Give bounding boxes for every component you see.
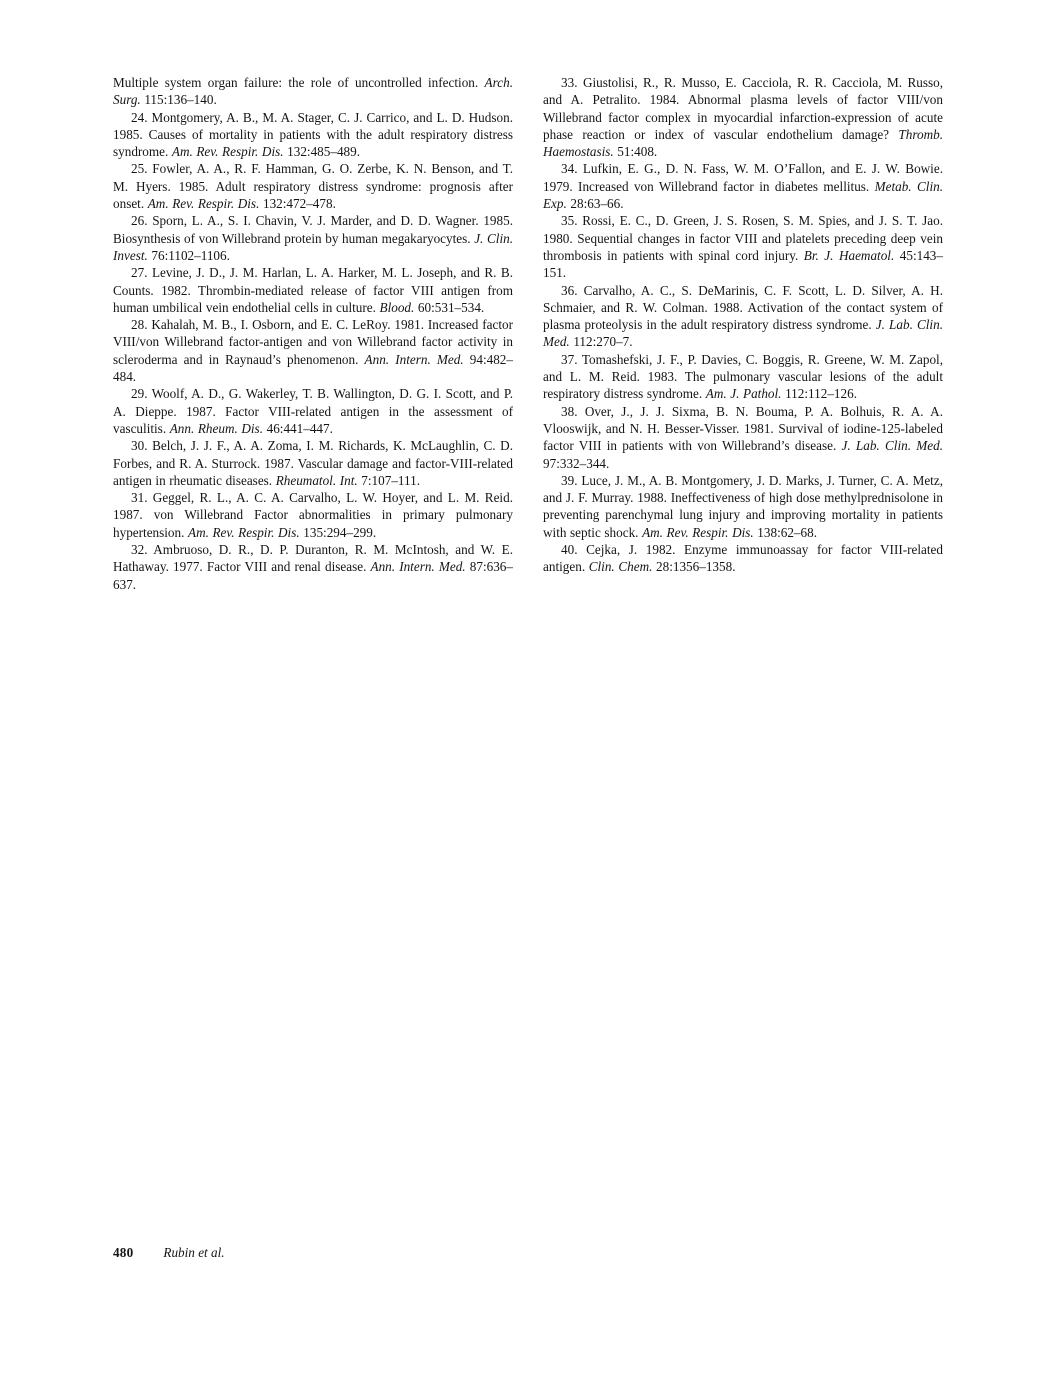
reference-item xyxy=(113,316,513,385)
reference-item xyxy=(113,541,513,593)
reference-item xyxy=(543,282,943,351)
reference-item xyxy=(113,160,513,212)
reference-text: 7:107–111. xyxy=(357,472,421,488)
reference-text: 25. Fowler, A. A., R. F. Hamman, G. O. Zerbe, K. N. Benson, and T. M. Hyers. 1985. Adult respiratory distress syndrome: prognosis after onset. xyxy=(113,161,513,212)
journal-title: Arch. Surg. xyxy=(113,75,513,108)
reference-text: 132:472–478. xyxy=(259,196,336,212)
reference-text: Multiple system organ failure: the role of uncontrolled infection. xyxy=(113,75,485,90)
reference-text: 31. Geggel, R. L., A. C. A. Carvalho, L. W. Hoyer, and L. M. Reid. 1987. von Willebrand Factor abnormalities in primary pulmonary hypertension. xyxy=(113,490,513,540)
reference-text: 28. Kahalah, M. B., I. Osborn, and E. C. LeRoy. 1981. Increased factor VIII/von Willebrand factor-antigen and von Willebrand factor activity in scleroderma and in Raynaud’s phenomenon. xyxy=(113,317,513,367)
reference-item xyxy=(543,212,943,281)
reference-text: 115:136–140. xyxy=(140,92,217,108)
reference-item xyxy=(113,385,513,437)
journal-title: J. Clin. Invest. xyxy=(113,230,513,263)
journal-title: J. Lab. Clin. Med. xyxy=(841,438,943,454)
reference-item xyxy=(543,351,943,403)
journal-title: Am. J. Pathol. xyxy=(705,386,782,402)
reference-item xyxy=(543,541,943,576)
reference-text: 33. Giustolisi, R., R. Musso, E. Cacciola, R. R. Cacciola, M. Russo, and A. Petralito. 1984. Abnormal plasma levels of factor VIII/von Willebrand factor complex in myocardial infarction-expression of acute phase reaction or index of vascular endothelium damage? xyxy=(543,75,943,142)
journal-title: Ann. Intern. Med. xyxy=(364,351,464,367)
reference-item xyxy=(113,109,513,161)
journal-title: Metab. Clin. Exp. xyxy=(543,178,943,212)
reference-text: 87:636–637. xyxy=(113,559,513,592)
reference-text: 51:408. xyxy=(613,144,658,160)
journal-title: Am. Rev. Respir. Dis. xyxy=(188,524,300,540)
reference-text: 28:1356–1358. xyxy=(652,559,736,575)
reference-text: 97:332–344. xyxy=(543,455,610,471)
reference-text: 27. Levine, J. D., J. M. Harlan, L. A. Harker, M. L. Joseph, and R. B. Counts. 1982. Thrombin-mediated release of factor VIII antigen from human umbilical vein endothelial cells in culture. xyxy=(113,265,513,315)
reference-text: 138:62–68. xyxy=(753,524,818,540)
reference-text: 46:441–447. xyxy=(263,420,333,436)
reference-text: 135:294–299. xyxy=(299,524,377,540)
reference-text: 112:112–126. xyxy=(781,386,857,402)
reference-text: 39. Luce, J. M., A. B. Montgomery, J. D. Marks, J. Turner, C. A. Metz, and J. F. Murray. 1988. Ineffectiveness of high dose methylprednisolone in preventing parenchymal lung injury and improving mortality in patients with septic shock. xyxy=(543,472,943,540)
reference-item xyxy=(113,264,513,316)
reference-item xyxy=(543,403,943,472)
running-authors: Rubin et al. xyxy=(163,1245,225,1260)
page-footer xyxy=(113,1244,225,1261)
journal-title: Am. Rev. Respir. Dis. xyxy=(642,524,754,540)
references-section xyxy=(113,74,943,593)
reference-item xyxy=(113,212,513,264)
journal-title: Am. Rev. Respir. Dis. xyxy=(171,144,284,160)
reference-text: 76:1102–1106. xyxy=(147,247,230,263)
reference-text: 132:485–489. xyxy=(283,144,361,160)
reference-item xyxy=(113,74,513,109)
journal-title: J. Lab. Clin. Med. xyxy=(543,317,943,350)
reference-text: 37. Tomashefski, J. F., P. Davies, C. Boggis, R. Greene, W. M. Zapol, and L. M. Reid. 1983. The pulmonary vascular lesions of the adult respiratory distress syndrome. xyxy=(543,351,943,402)
reference-text: 38. Over, J., J. J. Sixma, B. N. Bouma, P. A. Bolhuis, R. A. A. Vlooswijk, and N. H. Besser-Visser. 1981. Survival of iodine-125-labeled factor VIII in patients with von Willebrand’s disease. xyxy=(543,403,943,454)
reference-text: 26. Sporn, L. A., S. I. Chavin, V. J. Marder, and D. D. Wagner. 1985. Biosynthesis of von Willebrand protein by human megakaryocytes. xyxy=(113,213,513,246)
reference-text: 112:270–7. xyxy=(569,334,633,350)
reference-text: 40. Cejka, J. 1982. Enzyme immunoassay for factor VIII-related antigen. xyxy=(543,542,943,575)
reference-item xyxy=(543,74,943,160)
reference-text: 29. Woolf, A. D., G. Wakerley, T. B. Wallington, D. G. I. Scott, and P. A. Dieppe. 1987. Factor VIII-related antigen in the assessment of vasculitis. xyxy=(113,386,513,436)
reference-item xyxy=(543,160,943,212)
journal-title: Am. Rev. Respir. Dis. xyxy=(147,196,260,212)
reference-text: 34. Lufkin, E. G., D. N. Fass, W. M. O’Fallon, and E. J. W. Bowie. 1979. Increased von Willebrand factor in diabetes mellitus. xyxy=(543,161,943,194)
references-column-right xyxy=(543,74,943,593)
reference-item xyxy=(113,489,513,541)
page-number: 480 xyxy=(113,1245,134,1260)
reference-text: 36. Carvalho, A. C., S. DeMarinis, C. F. Scott, L. D. Silver, A. H. Schmaier, and R. W. Colman. 1988. Activation of the contact system of plasma proteolysis in the adult respiratory distress syndrome. xyxy=(543,282,943,333)
reference-text: 94:482–484. xyxy=(113,351,513,385)
reference-item xyxy=(113,437,513,489)
journal-title: Ann. Intern. Med. xyxy=(370,559,466,575)
journal-title: Ann. Rheum. Dis. xyxy=(169,420,263,436)
journal-title: Clin. Chem. xyxy=(588,559,653,575)
reference-text: 28:63–66. xyxy=(566,196,624,212)
reference-text: 30. Belch, J. J. F., A. A. Zoma, I. M. Richards, K. McLaughlin, C. D. Forbes, and R. A. Sturrock. 1987. Vascular damage and factor-VIII-related antigen in rheumatic diseases. xyxy=(113,438,513,488)
references-column-left xyxy=(113,74,513,593)
reference-text: 35. Rossi, E. C., D. Green, J. S. Rosen, S. M. Spies, and J. S. T. Jao. 1980. Sequential changes in factor VIII and platelets preceding deep vein thrombosis in patients with spinal cord injury. xyxy=(543,213,943,263)
journal-title: Blood. xyxy=(379,299,415,315)
reference-item xyxy=(543,472,943,541)
reference-text: 60:531–534. xyxy=(414,299,485,315)
journal-title: Br. J. Haematol. xyxy=(803,247,895,263)
reference-text: 45:143–151. xyxy=(543,247,943,281)
reference-text: 32. Ambruoso, D. R., D. P. Duranton, R. M. McIntosh, and W. E. Hathaway. 1977. Factor VIII and renal disease. xyxy=(113,542,513,575)
journal-title: Rheumatol. Int. xyxy=(275,472,358,488)
reference-text: 24. Montgomery, A. B., M. A. Stager, C. J. Carrico, and L. D. Hudson. 1985. Causes of mortality in patients with the adult respiratory distress syndrome. xyxy=(113,109,513,160)
journal-title: Thromb. Haemostasis. xyxy=(543,126,943,160)
